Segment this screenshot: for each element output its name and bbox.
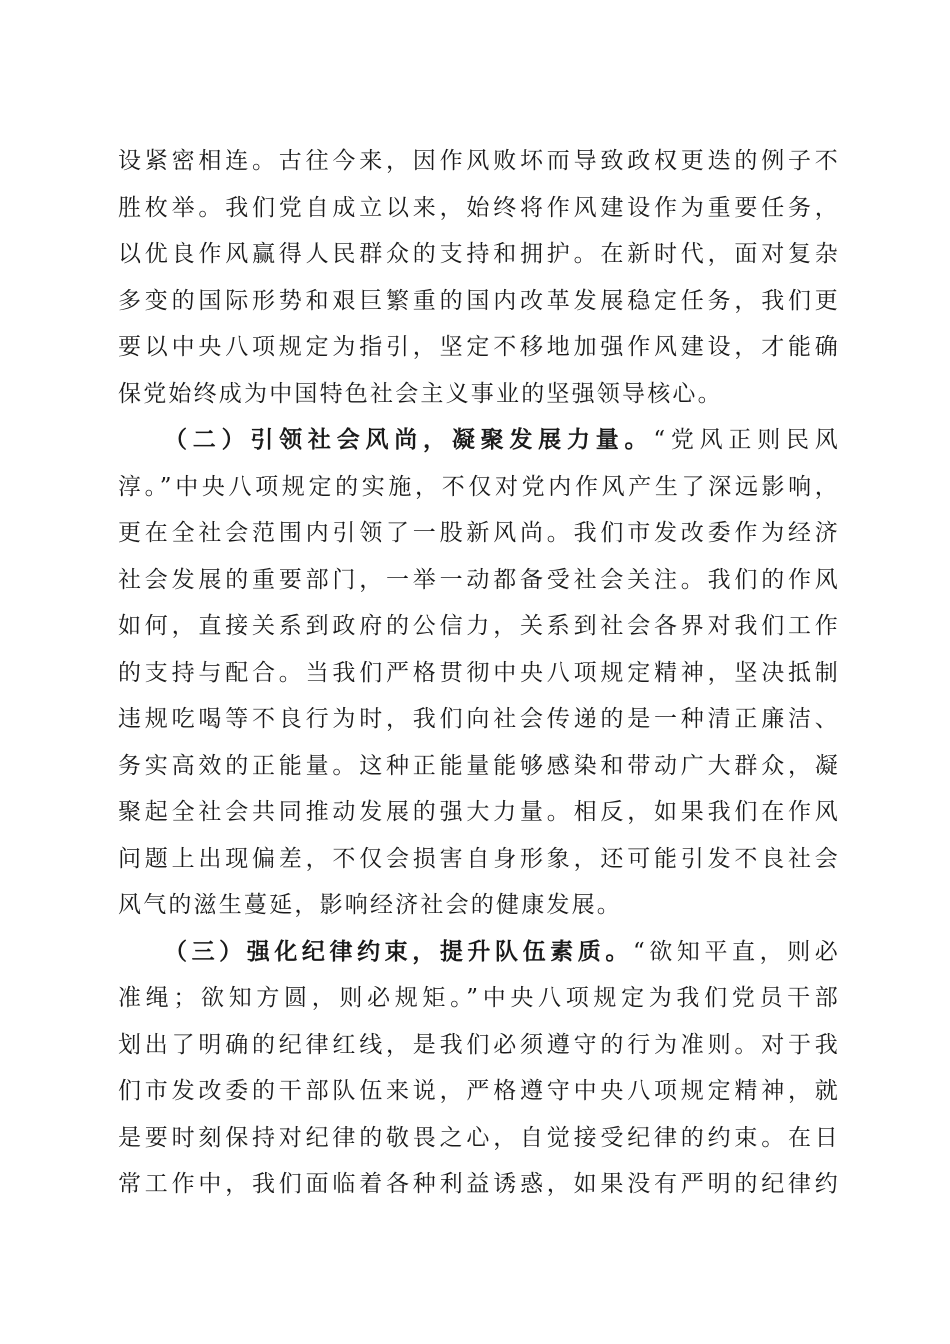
document-body <box>118 138 840 1208</box>
text-line: 设紧密相连。古往今来，因作风败坏而导致政权更迭的例子不 <box>118 148 840 174</box>
text-line: 划出了明确的纪律红线，是我们必须遵守的行为准则。对于我 <box>118 1031 840 1058</box>
text-line: 务实高效的正能量。这种正能量能够感染和带动广大群众，凝 <box>118 752 840 779</box>
text-line: 风气的滋生蔓延，影响经济社会的健康发展。 <box>118 892 622 918</box>
text-line: 胜枚举。我们党自成立以来，始终将作风建设作为重要任务， <box>118 194 840 221</box>
section-text: “党风正则民风 <box>653 427 840 453</box>
section-heading-line <box>118 929 840 976</box>
text-line: 淳。”中央八项规定的实施，不仅对党内作风产生了深远影响， <box>118 473 840 500</box>
text-line: 以优良作风赢得人民群众的支持和拥护。在新时代，面对复杂 <box>118 241 840 267</box>
paragraph-continuation <box>118 138 840 417</box>
text-line: 违规吃喝等不良行为时，我们向社会传递的是一种清正廉洁、 <box>118 706 840 732</box>
text-line: 问题上出现偏差，不仅会损害自身形象，还可能引发不良社会 <box>118 845 840 872</box>
section-two <box>118 417 840 929</box>
text-line: 们市发改委的干部队伍来说，严格遵守中央八项规定精神，就 <box>118 1078 840 1104</box>
text-line: 保党始终成为中国特色社会主义事业的坚强领导核心。 <box>118 380 723 407</box>
text-line: 多变的国际形势和艰巨繁重的国内改革发展稳定任务，我们更 <box>118 287 840 314</box>
text-line: 要以中央八项规定为指引，坚定不移地加强作风建设，才能确 <box>118 334 840 360</box>
text-line: 是要时刻保持对纪律的敬畏之心，自觉接受纪律的约束。在日 <box>118 1124 840 1151</box>
text-line: 社会发展的重要部门，一举一动都备受社会关注。我们的作风 <box>118 566 840 593</box>
text-line: 的支持与配合。当我们严格贯彻中央八项规定精神，坚决抵制 <box>118 659 840 686</box>
text-line: 准绳；欲知方圆，则必规矩。”中央八项规定为我们党员干部 <box>118 985 840 1011</box>
text-line: 更在全社会范围内引领了一股新风尚。我们市发改委作为经济 <box>118 520 840 546</box>
text-line: 常工作中，我们面临着各种利益诱惑，如果没有严明的纪律约 <box>118 1171 840 1197</box>
section-three <box>118 929 840 1208</box>
text-line: 如何，直接关系到政府的公信力，关系到社会各界对我们工作 <box>118 613 840 639</box>
section-heading-line <box>118 417 840 464</box>
section-heading: （二）引领社会风尚，凝聚发展力量。 <box>164 426 654 453</box>
section-text: “欲知平直，则必 <box>632 938 841 965</box>
text-line: 聚起全社会共同推动发展的强大力量。相反，如果我们在作风 <box>118 799 840 825</box>
section-heading: （三）强化纪律约束，提升队伍素质。 <box>164 937 633 965</box>
